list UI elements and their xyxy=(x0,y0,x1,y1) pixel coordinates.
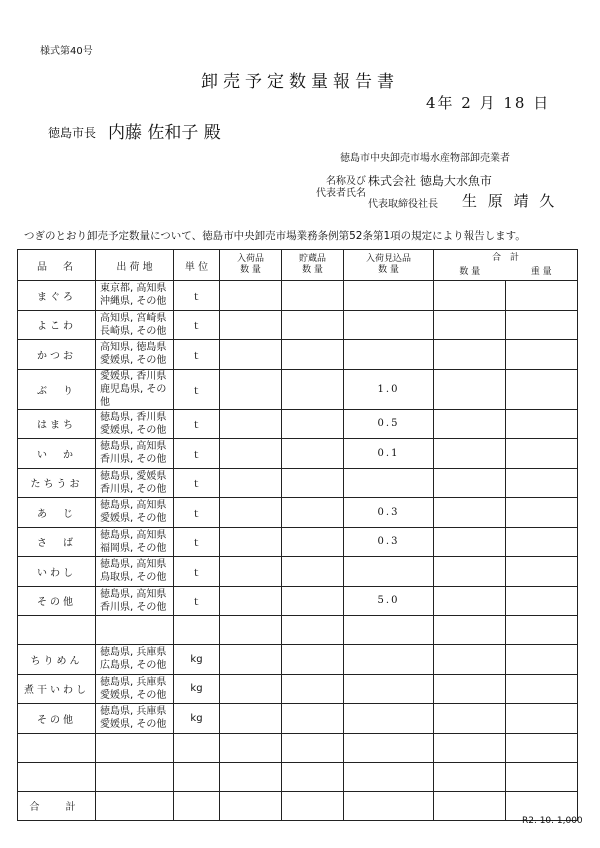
table-row xyxy=(18,645,578,675)
row-item: その他 xyxy=(18,586,96,616)
header-total-weight: 重 量 xyxy=(530,267,552,277)
blank-row xyxy=(18,733,578,762)
table-row xyxy=(18,281,578,311)
row-total-count xyxy=(434,586,506,616)
row-total-weight xyxy=(506,586,578,616)
row-total-count xyxy=(434,409,506,439)
table-row xyxy=(18,369,578,409)
origin-line1: 徳島県, 高知県 xyxy=(100,500,167,512)
header-total-count: 数 量 xyxy=(459,267,481,277)
name-label xyxy=(316,176,366,200)
header-origin: 出 荷 地 xyxy=(96,250,174,281)
row-origin xyxy=(96,281,174,311)
row-total-count xyxy=(434,310,506,340)
document-title: 卸売予定数量報告書 xyxy=(201,72,399,92)
header-item: 品 名 xyxy=(18,250,96,281)
header-expected-label: 入荷見込品 xyxy=(365,254,411,264)
table-row xyxy=(18,468,578,498)
origin-line1: 徳島県, 香川県 xyxy=(100,411,167,423)
header-incoming-qty: 数 量 xyxy=(240,265,261,275)
row-total-count xyxy=(434,281,506,311)
report-table xyxy=(17,249,578,821)
header-incoming-label: 入荷品 xyxy=(236,254,264,264)
row-incoming xyxy=(220,340,282,370)
row-origin xyxy=(96,704,174,734)
row-origin xyxy=(96,557,174,587)
recipient-title: 徳島市長 xyxy=(48,126,97,140)
header-unit: 単 位 xyxy=(174,250,220,281)
row-total-count xyxy=(434,439,506,469)
row-incoming xyxy=(220,468,282,498)
table-row xyxy=(18,586,578,616)
row-origin xyxy=(96,498,174,528)
table-row xyxy=(18,439,578,469)
row-total-count xyxy=(434,498,506,528)
row-unit: ｔ xyxy=(174,281,220,311)
origin-line1: 徳島県, 高知県 xyxy=(100,441,167,453)
row-total-weight xyxy=(506,310,578,340)
row-stored xyxy=(282,527,344,557)
origin-line1: 高知県, 宮崎県 xyxy=(100,312,167,324)
row-expected xyxy=(344,281,434,311)
row-stored xyxy=(282,586,344,616)
row-origin xyxy=(96,369,174,409)
row-item: かつお xyxy=(18,340,96,370)
footer-code: R2. 10. 1,000 xyxy=(522,816,583,826)
row-total-count xyxy=(434,340,506,370)
row-unit: ｔ xyxy=(174,369,220,409)
origin-line2: 愛媛県, その他 xyxy=(100,689,167,701)
row-item: さ ば xyxy=(18,527,96,557)
row-unit: ｔ xyxy=(174,340,220,370)
blank-row xyxy=(18,616,578,645)
origin-line1: 徳島県, 兵庫県 xyxy=(100,706,167,718)
representative-title: 代表取締役社長 xyxy=(368,199,438,210)
origin-line1: 徳島県, 兵庫県 xyxy=(100,676,167,688)
origin-line1: 徳島県, 高知県 xyxy=(100,529,167,541)
row-origin xyxy=(96,468,174,498)
total-label: 合 計 xyxy=(18,791,96,821)
row-unit: ｔ xyxy=(174,498,220,528)
origin-line2: 愛媛県, その他 xyxy=(100,719,167,731)
header-total-label: 合 計 xyxy=(491,253,519,263)
table-row xyxy=(18,409,578,439)
header-stored xyxy=(282,250,344,281)
header-total xyxy=(434,250,578,281)
row-unit: kg xyxy=(174,704,220,734)
row-origin xyxy=(96,310,174,340)
row-item: ちりめん xyxy=(18,645,96,675)
origin-line1: 東京都, 高知県 xyxy=(100,283,167,295)
row-origin xyxy=(96,645,174,675)
origin-line2: 香川県, その他 xyxy=(100,454,167,466)
row-stored xyxy=(282,468,344,498)
row-origin xyxy=(96,340,174,370)
row-origin xyxy=(96,586,174,616)
row-stored xyxy=(282,557,344,587)
row-unit: ｔ xyxy=(174,527,220,557)
row-expected: 5.0 xyxy=(344,586,434,616)
row-total-count xyxy=(434,527,506,557)
row-unit: kg xyxy=(174,674,220,704)
header-incoming xyxy=(220,250,282,281)
table-row xyxy=(18,498,578,528)
row-expected: 0.3 xyxy=(344,527,434,557)
row-item: あ じ xyxy=(18,498,96,528)
document-date: 4年 2 月 18 日 xyxy=(426,94,551,112)
origin-line2: 長崎県, その他 xyxy=(100,325,167,337)
row-stored xyxy=(282,310,344,340)
row-total-weight xyxy=(506,498,578,528)
name-label-line1: 名称及び xyxy=(326,176,366,187)
row-incoming xyxy=(220,586,282,616)
row-unit: ｔ xyxy=(174,439,220,469)
row-total-count xyxy=(434,557,506,587)
row-incoming xyxy=(220,369,282,409)
name-label-line2: 代表者氏名 xyxy=(316,188,366,199)
origin-line1: 愛媛県, 香川県 xyxy=(100,370,167,382)
row-unit: ｔ xyxy=(174,586,220,616)
origin-line2: 愛媛県, その他 xyxy=(100,424,167,436)
row-item: よこわ xyxy=(18,310,96,340)
row-total-weight xyxy=(506,439,578,469)
row-incoming xyxy=(220,527,282,557)
row-incoming xyxy=(220,409,282,439)
row-item: ぶ り xyxy=(18,369,96,409)
row-incoming xyxy=(220,557,282,587)
row-expected xyxy=(344,340,434,370)
row-stored xyxy=(282,281,344,311)
row-unit: kg xyxy=(174,645,220,675)
table-header-row xyxy=(18,250,578,281)
row-incoming xyxy=(220,281,282,311)
row-stored xyxy=(282,498,344,528)
table-row xyxy=(18,340,578,370)
representative-name: 生 原 靖 久 xyxy=(462,192,558,210)
row-item: はまち xyxy=(18,409,96,439)
table-row xyxy=(18,557,578,587)
origin-line1: 徳島県, 愛媛県 xyxy=(100,470,167,482)
row-total-weight xyxy=(506,468,578,498)
row-incoming xyxy=(220,439,282,469)
row-unit: ｔ xyxy=(174,468,220,498)
origin-line2: 広島県, その他 xyxy=(100,660,167,672)
row-stored xyxy=(282,409,344,439)
row-unit: ｔ xyxy=(174,310,220,340)
row-expected: 1.0 xyxy=(344,369,434,409)
intro-text: つぎのとおり卸売予定数量について、徳島市中央卸売市場業務条例第52条第1項の規定により報告します。 xyxy=(24,230,526,242)
header-stored-label: 貯蔵品 xyxy=(298,254,326,264)
row-incoming xyxy=(220,310,282,340)
row-total-weight xyxy=(506,369,578,409)
header-stored-qty: 数 量 xyxy=(302,265,323,275)
table-row xyxy=(18,527,578,557)
row-origin xyxy=(96,439,174,469)
row-expected xyxy=(344,557,434,587)
origin-line2: 香川県, その他 xyxy=(100,601,167,613)
origin-line1: 徳島県, 高知県 xyxy=(100,559,167,571)
row-stored xyxy=(282,340,344,370)
row-origin xyxy=(96,527,174,557)
total-row xyxy=(18,791,578,821)
row-unit: ｔ xyxy=(174,409,220,439)
table-row xyxy=(18,310,578,340)
row-origin xyxy=(96,409,174,439)
row-stored xyxy=(282,439,344,469)
blank-row xyxy=(18,762,578,791)
row-item: たちうお xyxy=(18,468,96,498)
header-expected-qty: 数 量 xyxy=(378,265,399,275)
row-total-weight xyxy=(506,557,578,587)
origin-line1: 徳島県, 高知県 xyxy=(100,588,167,600)
row-total-weight xyxy=(506,281,578,311)
origin-line2: 愛媛県, その他 xyxy=(100,513,167,525)
row-stored xyxy=(282,369,344,409)
header-expected xyxy=(344,250,434,281)
row-expected: 0.1 xyxy=(344,439,434,469)
row-total-weight xyxy=(506,527,578,557)
row-total-count xyxy=(434,468,506,498)
origin-line1: 高知県, 徳島県 xyxy=(100,342,167,354)
recipient-name: 内藤 佐和子 殿 xyxy=(108,123,221,143)
origin-line2: 鹿児島県, その他 xyxy=(100,383,167,408)
row-total-count xyxy=(434,369,506,409)
table-row xyxy=(18,674,578,704)
row-total-weight xyxy=(506,409,578,439)
row-item: い か xyxy=(18,439,96,469)
row-expected: 0.5 xyxy=(344,409,434,439)
row-unit: ｔ xyxy=(174,557,220,587)
row-expected: 0.3 xyxy=(344,498,434,528)
company-affiliation: 徳島市中央卸売市場水産物部卸売業者 xyxy=(340,153,510,164)
row-expected xyxy=(344,468,434,498)
row-item: まぐろ xyxy=(18,281,96,311)
row-item: いわし xyxy=(18,557,96,587)
table-row xyxy=(18,704,578,734)
row-origin xyxy=(96,674,174,704)
row-item: 煮干いわし xyxy=(18,674,96,704)
row-incoming xyxy=(220,498,282,528)
row-item: その他 xyxy=(18,704,96,734)
origin-line2: 鳥取県, その他 xyxy=(100,572,167,584)
company-name: 株式会社 徳島大水魚市 xyxy=(368,174,492,188)
origin-line2: 沖縄県, その他 xyxy=(100,296,167,308)
origin-line2: 愛媛県, その他 xyxy=(100,355,167,367)
row-expected xyxy=(344,310,434,340)
origin-line1: 徳島県, 兵庫県 xyxy=(100,647,167,659)
form-number: 様式第40号 xyxy=(40,46,93,57)
origin-line2: 福岡県, その他 xyxy=(100,542,167,554)
row-total-weight xyxy=(506,340,578,370)
origin-line2: 香川県, その他 xyxy=(100,483,167,495)
